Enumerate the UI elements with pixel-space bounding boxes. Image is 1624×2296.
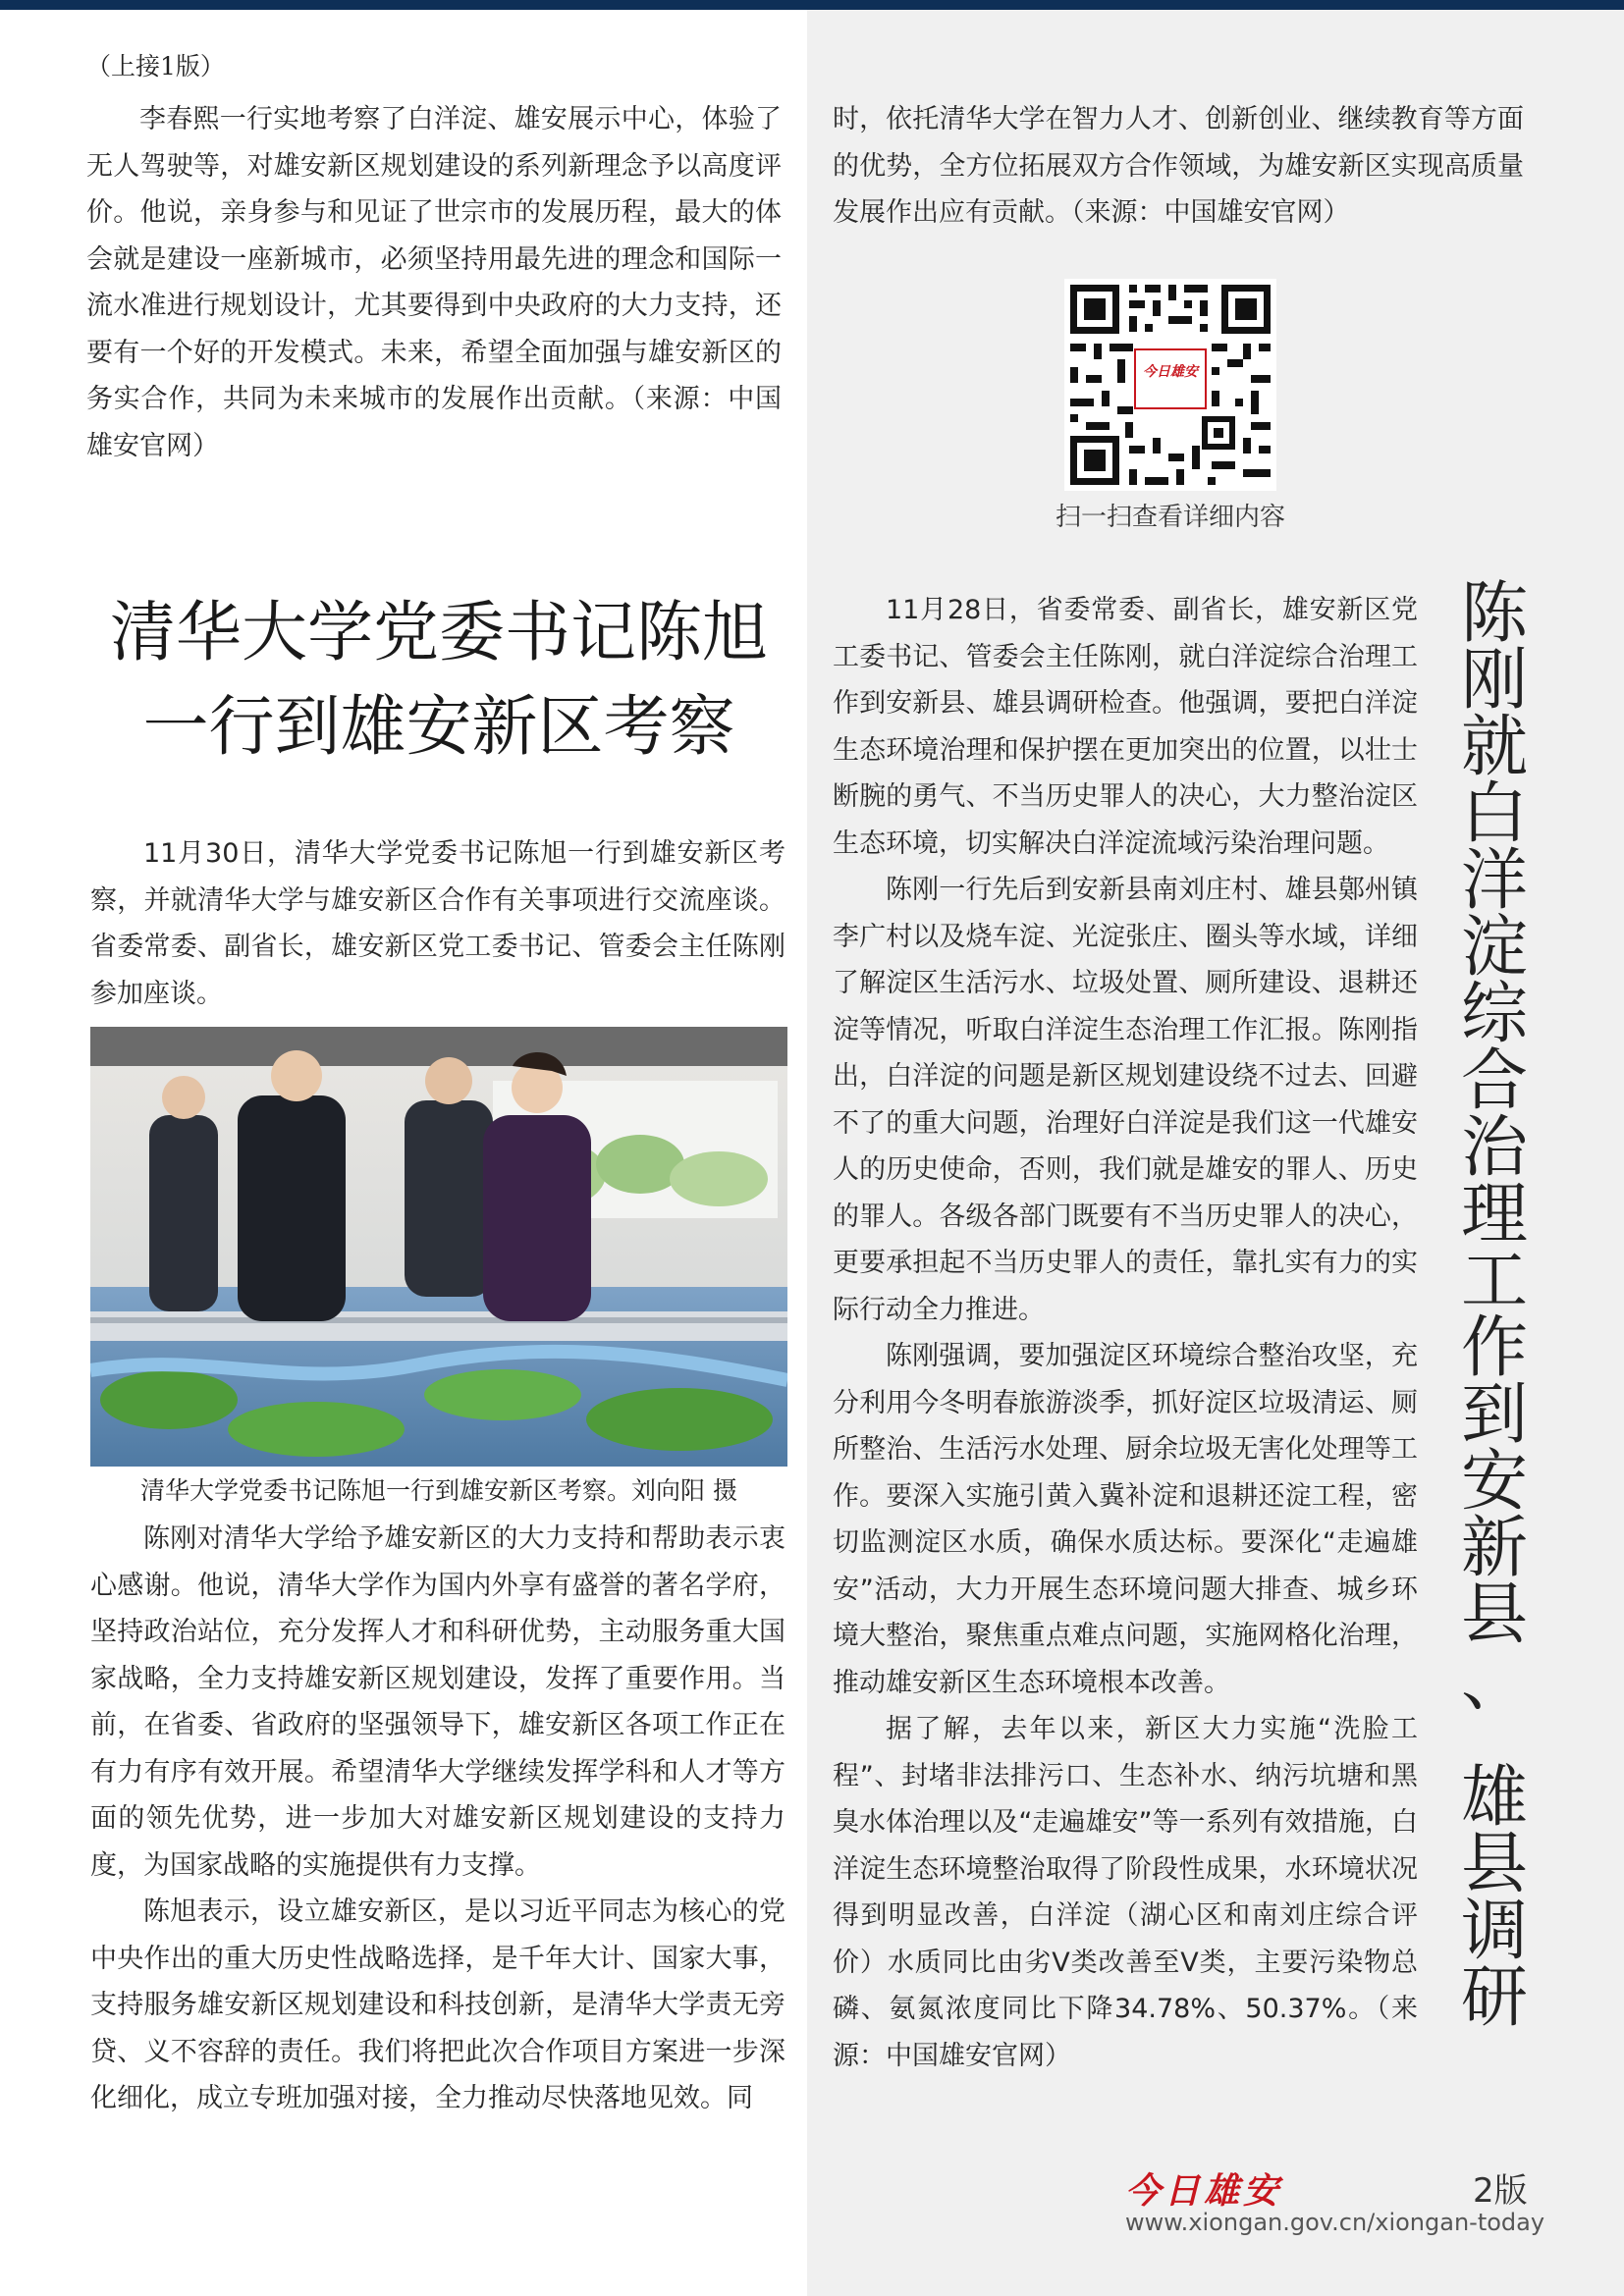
website-url[interactable]: www.xiongan.gov.cn/xiongan-today bbox=[1125, 2209, 1545, 2236]
page-number: 2版 bbox=[1473, 2171, 1528, 2211]
title-char: 洋 bbox=[1460, 842, 1528, 920]
title-char: 淀 bbox=[1460, 909, 1528, 987]
article1-paragraph-3: 陈旭表示，设立雄安新区，是以习近平同志为核心的党中央作出的重大历史性战略选择，是千年大计、国家大事，支持服务雄安新区规划建设和科技创新，是清华大学责无旁贷、义不容辞的责任。我们将把此次合作项目方案进一步深化细化，成立专班加强对接，全力推动尽快落地见效。同 bbox=[90, 1896, 785, 2113]
article1-headline: 清华大学党委书记陈旭一行到雄安新区考察 bbox=[110, 594, 768, 765]
article2-title-part-2 bbox=[1460, 1759, 1528, 2037]
top-bar bbox=[0, 0, 1624, 10]
title-char: 治 bbox=[1460, 1109, 1528, 1187]
paper-logo: 今日雄安 bbox=[1125, 2170, 1283, 2212]
title-char: 、 bbox=[1460, 1643, 1528, 1721]
article1-paragraph-3-continued: 时，依托清华大学在智力人才、创新创业、继续教育等方面的优势，全方位拓展双方合作领域，为雄安新区实现高质量发展作出应有贡献。（来源：中国雄安官网） bbox=[833, 104, 1524, 228]
title-char: 县 bbox=[1460, 1826, 1528, 1903]
qr-code[interactable] bbox=[1064, 279, 1276, 491]
qr-code-graphic bbox=[1064, 279, 1276, 491]
title-char: 到 bbox=[1460, 1376, 1528, 1454]
title-char: 理 bbox=[1460, 1176, 1528, 1254]
article2-paragraph-2: 陈刚一行先后到安新县南刘庄村、雄县鄚州镇李广村以及烧车淀、光淀张庄、圈头等水域，详细了解淀区生活污水、垃圾处置、厕所建设、退耕还淀等情况，听取白洋淀生态治理工作汇报。陈刚指出，白洋淀的问题是新区规划建设绕不过去、回避不了的重大问题，治理好白洋淀是我们这一代雄安人的历史使命，否则，我们就是雄安的罪人、历史的罪人。各级各部门既要有不当历史罪人的决心，更要承担起不当历史罪人的责任，靠扎实有力的实际行动全力推进。 bbox=[833, 875, 1418, 1325]
qr-code-label: 扫一扫查看详细内容 bbox=[1055, 503, 1285, 532]
article2-vertical-title bbox=[1455, 575, 1534, 2037]
article1-paragraph-2: 陈刚对清华大学给予雄安新区的大力支持和帮助表示衷心感谢。他说，清华大学作为国内外享有盛誉的著名学府，坚持政治站位，充分发挥人才和科研优势，主动服务重大国家战略，全力支持雄安新区规划建设，发挥了重要作用。当前，在省委、省政府的坚强领导下，雄安新区各项工作正在有力有序有效开展。希望清华大学继续发挥学科和人才等方面的领先优势，进一步加大对雄安新区规划建设的支持力度，为国家战略的实施提供有力支撑。 bbox=[90, 1523, 785, 1881]
qr-center-logo: 今日雄安 bbox=[1143, 364, 1198, 380]
title-char: 雄 bbox=[1460, 1759, 1528, 1837]
title-char: 安 bbox=[1460, 1443, 1528, 1521]
title-char: 新 bbox=[1460, 1510, 1528, 1587]
title-char: 县 bbox=[1460, 1576, 1528, 1654]
article1-photo bbox=[90, 1027, 787, 1467]
title-char: 调 bbox=[1460, 1893, 1528, 1970]
title-char: 综 bbox=[1460, 976, 1528, 1053]
continued-from-label: （上接1版） bbox=[86, 52, 225, 80]
title-char: 研 bbox=[1460, 1959, 1528, 2037]
exhibition-photo-illustration bbox=[90, 1027, 787, 1467]
title-char: 作 bbox=[1460, 1309, 1528, 1387]
left-top-paragraph: 李春熙一行实地考察了白洋淀、雄安展示中心，体验了无人驾驶等，对雄安新区规划建设的系列新理念予以高度评价。他说，亲身参与和见证了世宗市的发展历程，最大的体会就是建设一座新城市，必须坚持用最先进的理念和国际一流水准进行规划设计，尤其要得到中央政府的大力支持，还要有一个好的开发模式。未来，希望全面加强与雄安新区的务实合作，共同为未来城市的发展作出贡献。（来源：中国雄安官网） bbox=[86, 104, 782, 461]
title-char: 合 bbox=[1460, 1042, 1528, 1120]
article1-intro: 11月30日，清华大学党委书记陈旭一行到雄安新区考察，并就清华大学与雄安新区合作有关事项进行交流座谈。省委常委、副省长，雄安新区党工委书记、管委会主任陈刚参加座谈。 bbox=[90, 838, 785, 1009]
article2-paragraph-3: 陈刚强调，要加强淀区环境综合整治攻坚，充分利用今冬明春旅游淡季，抓好淀区垃圾清运、厕所整治、生活污水处理、厨余垃圾无害化处理等工作。要深入实施引黄入冀补淀和退耕还淀工程，密切监测淀区水质，确保水质达标。要深化“走遍雄安”活动，大力开展生态环境问题大排查、城乡环境大整治，聚焦重点难点问题，实施网格化治理，推动雄安新区生态环境根本改善。 bbox=[833, 1341, 1418, 1698]
title-char: 就 bbox=[1460, 709, 1528, 786]
article2-title-part-1 bbox=[1460, 575, 1528, 1721]
title-char: 陈 bbox=[1460, 575, 1528, 653]
article1-photo-caption: 清华大学党委书记陈旭一行到雄安新区考察。刘向阳 摄 bbox=[140, 1476, 737, 1505]
article2-paragraph-1: 11月28日，省委常委、副省长，雄安新区党工委书记、管委会主任陈刚，就白洋淀综合治理工作到安新县、雄县调研检查。他强调，要把白洋淀生态环境治理和保护摆在更加突出的位置，以壮士断腕的勇气、不当历史罪人的决心，大力整治淀区生态环境，切实解决白洋淀流域污染治理问题。 bbox=[833, 595, 1418, 859]
title-char: 刚 bbox=[1460, 642, 1528, 720]
title-char: 白 bbox=[1460, 775, 1528, 853]
article2-paragraph-4: 据了解，去年以来，新区大力实施“洗脸工程”、封堵非法排污口、生态补水、纳污坑塘和黑臭水体治理以及“走遍雄安”等一系列有效措施，白洋淀生态环境整治取得了阶段性成果，水环境状况得到明显改善，白洋淀（湖心区和南刘庄综合评价）水质同比由劣V类改善至V类，主要污染物总磷、氨氮浓度同比下降34.78%、50.37%。（来源：中国雄安官网） bbox=[833, 1714, 1418, 2071]
title-char: 工 bbox=[1460, 1243, 1528, 1320]
